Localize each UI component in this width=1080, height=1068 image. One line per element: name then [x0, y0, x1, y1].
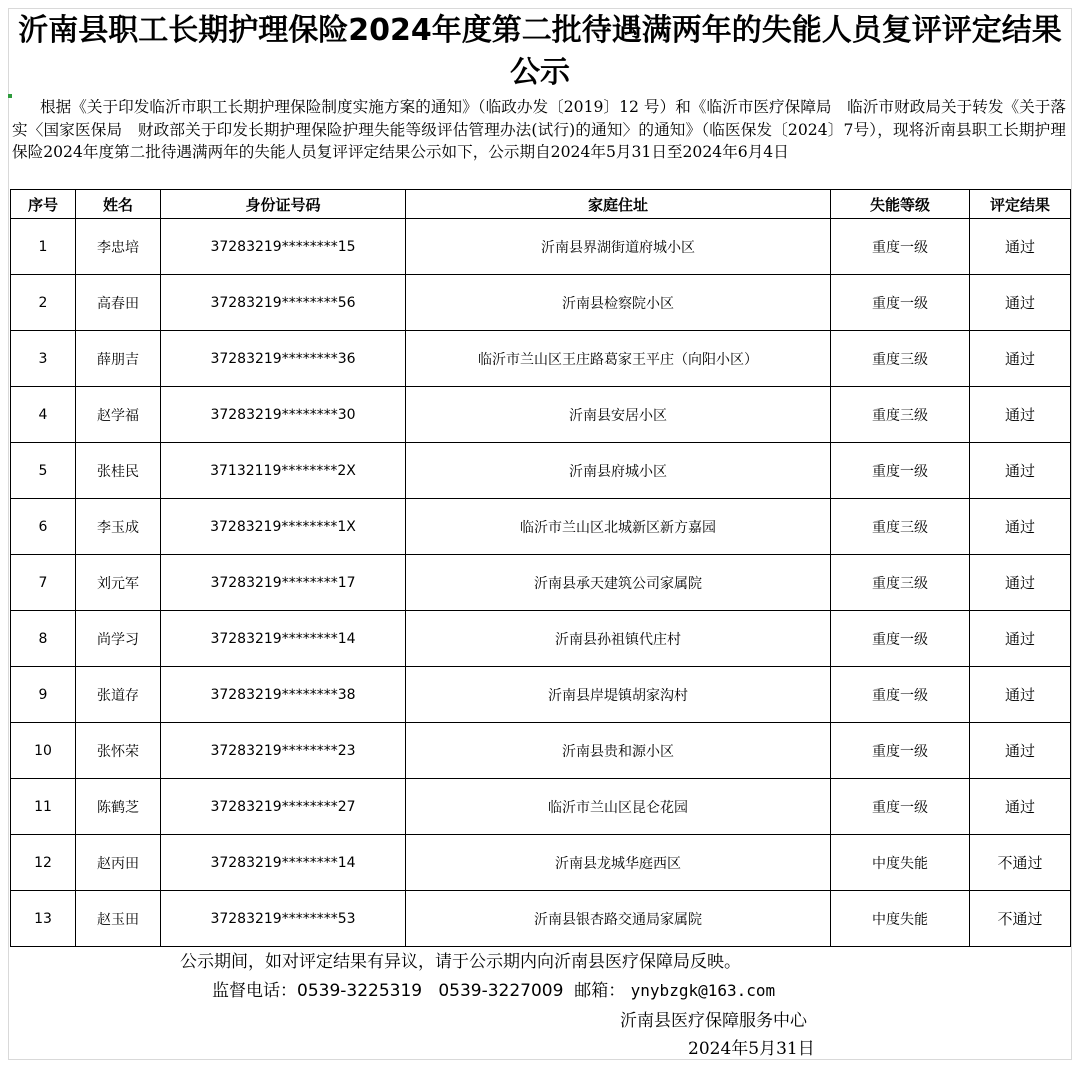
- cell-index: 5: [11, 443, 76, 499]
- cell-index: 2: [11, 275, 76, 331]
- cell-name: 张道存: [76, 667, 161, 723]
- phone-label: 监督电话：: [212, 981, 297, 1001]
- cell-address: 沂南县贵和源小区: [406, 723, 831, 779]
- cell-result: 通过: [970, 387, 1071, 443]
- cell-id-number: 37283219********56: [161, 275, 406, 331]
- cell-address: 沂南县孙祖镇代庄村: [406, 611, 831, 667]
- cell-disability-level: 重度一级: [831, 443, 970, 499]
- cell-name: 尚学习: [76, 611, 161, 667]
- cell-result: 不通过: [970, 891, 1071, 947]
- page-title: 沂南县职工长期护理保险2024年度第二批待遇满两年的失能人员复评评定结果公示: [18, 13, 1062, 90]
- table-row: [11, 779, 1071, 835]
- table-row: [11, 387, 1071, 443]
- cell-disability-level: 重度一级: [831, 667, 970, 723]
- cell-result: 通过: [970, 611, 1071, 667]
- cell-disability-level: 重度三级: [831, 555, 970, 611]
- cell-id-number: 37283219********14: [161, 835, 406, 891]
- cell-id-number: 37283219********1X: [161, 499, 406, 555]
- cell-id-number: 37283219********14: [161, 611, 406, 667]
- cell-name: 赵学福: [76, 387, 161, 443]
- col-header-name: 姓名: [76, 190, 161, 219]
- cell-address: 沂南县龙城华庭西区: [406, 835, 831, 891]
- cell-disability-level: 重度三级: [831, 499, 970, 555]
- footer-contact: [212, 976, 775, 1001]
- cell-name: 高春田: [76, 275, 161, 331]
- cell-address: 沂南县岸堤镇胡家沟村: [406, 667, 831, 723]
- table-row: [11, 443, 1071, 499]
- cell-name: 李忠培: [76, 219, 161, 275]
- cell-disability-level: 重度三级: [831, 387, 970, 443]
- cell-disability-level: 中度失能: [831, 835, 970, 891]
- cell-id-number: 37283219********27: [161, 779, 406, 835]
- cell-address: 沂南县银杏路交通局家属院: [406, 891, 831, 947]
- cell-index: 1: [11, 219, 76, 275]
- cell-result: 通过: [970, 555, 1071, 611]
- cell-id-number: 37283219********30: [161, 387, 406, 443]
- cell-index: 8: [11, 611, 76, 667]
- table-row: [11, 667, 1071, 723]
- cell-result: 通过: [970, 499, 1071, 555]
- col-header-id: 身份证号码: [161, 190, 406, 219]
- table-row: [11, 891, 1071, 947]
- cell-index: 10: [11, 723, 76, 779]
- cell-name: 李玉成: [76, 499, 161, 555]
- cell-address: 沂南县安居小区: [406, 387, 831, 443]
- cell-disability-level: 重度三级: [831, 331, 970, 387]
- cell-disability-level: 重度一级: [831, 219, 970, 275]
- cell-disability-level: 中度失能: [831, 891, 970, 947]
- cell-disability-level: 重度一级: [831, 779, 970, 835]
- col-header-result: 评定结果: [970, 190, 1071, 219]
- cell-result: 通过: [970, 331, 1071, 387]
- table-row: [11, 555, 1071, 611]
- table-row: [11, 499, 1071, 555]
- cell-index: 7: [11, 555, 76, 611]
- cell-index: 13: [11, 891, 76, 947]
- cell-index: 11: [11, 779, 76, 835]
- cell-disability-level: 重度一级: [831, 611, 970, 667]
- cell-name: 刘元军: [76, 555, 161, 611]
- cell-name: 赵玉田: [76, 891, 161, 947]
- cell-result: 通过: [970, 779, 1071, 835]
- cell-address: 临沂市兰山区昆仑花园: [406, 779, 831, 835]
- footer-notice: 公示期间，如对评定结果有异议，请于公示期内向沂南县医疗保障局反映。: [180, 952, 741, 972]
- phone-number-2: 0539-3227009: [438, 981, 564, 1001]
- cell-id-number: 37283219********23: [161, 723, 406, 779]
- cell-id-number: 37132119********2X: [161, 443, 406, 499]
- intro-paragraph: 根据《关于印发临沂市职工长期护理保险制度实施方案的通知》（临政办发〔2019〕12 号）和《临沂市医疗保障局 临沂市财政局关于转发《关于落实〈国家医保局 财政部关于印发长期护理保险护理失能等级评估管理办法(试行)的通知〉的通知》（临医保发〔2024〕7号），现将沂南县职工长期护理保险2024年度第二批待遇满两年的失能人员复评评定结果公示如下，公示期自2024年5月31日至2024年6月4日: [12, 98, 1066, 161]
- cell-address: 沂南县府城小区: [406, 443, 831, 499]
- table-row: [11, 835, 1071, 891]
- cell-index: 9: [11, 667, 76, 723]
- cell-id-number: 37283219********36: [161, 331, 406, 387]
- table-row: [11, 219, 1071, 275]
- cell-index: 3: [11, 331, 76, 387]
- cell-disability-level: 重度一级: [831, 723, 970, 779]
- cell-name: 张怀荣: [76, 723, 161, 779]
- footer-date: 2024年5月31日: [688, 1039, 815, 1059]
- cell-address: 临沂市兰山区王庄路葛家王平庄（向阳小区）: [406, 331, 831, 387]
- cell-result: 通过: [970, 723, 1071, 779]
- cell-name: 赵丙田: [76, 835, 161, 891]
- col-header-level: 失能等级: [831, 190, 970, 219]
- cell-address: 临沂市兰山区北城新区新方嘉园: [406, 499, 831, 555]
- phone-number-1: 0539-3225319: [297, 981, 423, 1001]
- cell-result: 通过: [970, 275, 1071, 331]
- table-row: [11, 275, 1071, 331]
- cell-id-number: 37283219********15: [161, 219, 406, 275]
- cell-id-number: 37283219********53: [161, 891, 406, 947]
- cell-index: 4: [11, 387, 76, 443]
- table-row: [11, 723, 1071, 779]
- email-address: ynybzgk@163.com: [630, 981, 776, 1000]
- cell-result: 通过: [970, 443, 1071, 499]
- table-row: [11, 611, 1071, 667]
- cell-index: 12: [11, 835, 76, 891]
- cell-name: 陈鹤芝: [76, 779, 161, 835]
- cell-result: 通过: [970, 667, 1071, 723]
- cell-address: 沂南县承天建筑公司家属院: [406, 555, 831, 611]
- cell-id-number: 37283219********38: [161, 667, 406, 723]
- cell-result: 不通过: [970, 835, 1071, 891]
- col-header-address: 家庭住址: [406, 190, 831, 219]
- cell-name: 张桂民: [76, 443, 161, 499]
- cell-disability-level: 重度一级: [831, 275, 970, 331]
- cell-name: 薛朋吉: [76, 331, 161, 387]
- cell-index: 6: [11, 499, 76, 555]
- cell-address: 沂南县检察院小区: [406, 275, 831, 331]
- result-table: [10, 189, 1071, 947]
- table-header-row: [11, 190, 1071, 219]
- footer-org: 沂南县医疗保障服务中心: [620, 1011, 807, 1031]
- table-row: [11, 331, 1071, 387]
- cell-result: 通过: [970, 219, 1071, 275]
- cell-address: 沂南县界湖街道府城小区: [406, 219, 831, 275]
- cell-id-number: 37283219********17: [161, 555, 406, 611]
- col-header-index: 序号: [11, 190, 76, 219]
- table-body: [11, 219, 1071, 947]
- email-label: 邮箱：: [574, 981, 626, 1001]
